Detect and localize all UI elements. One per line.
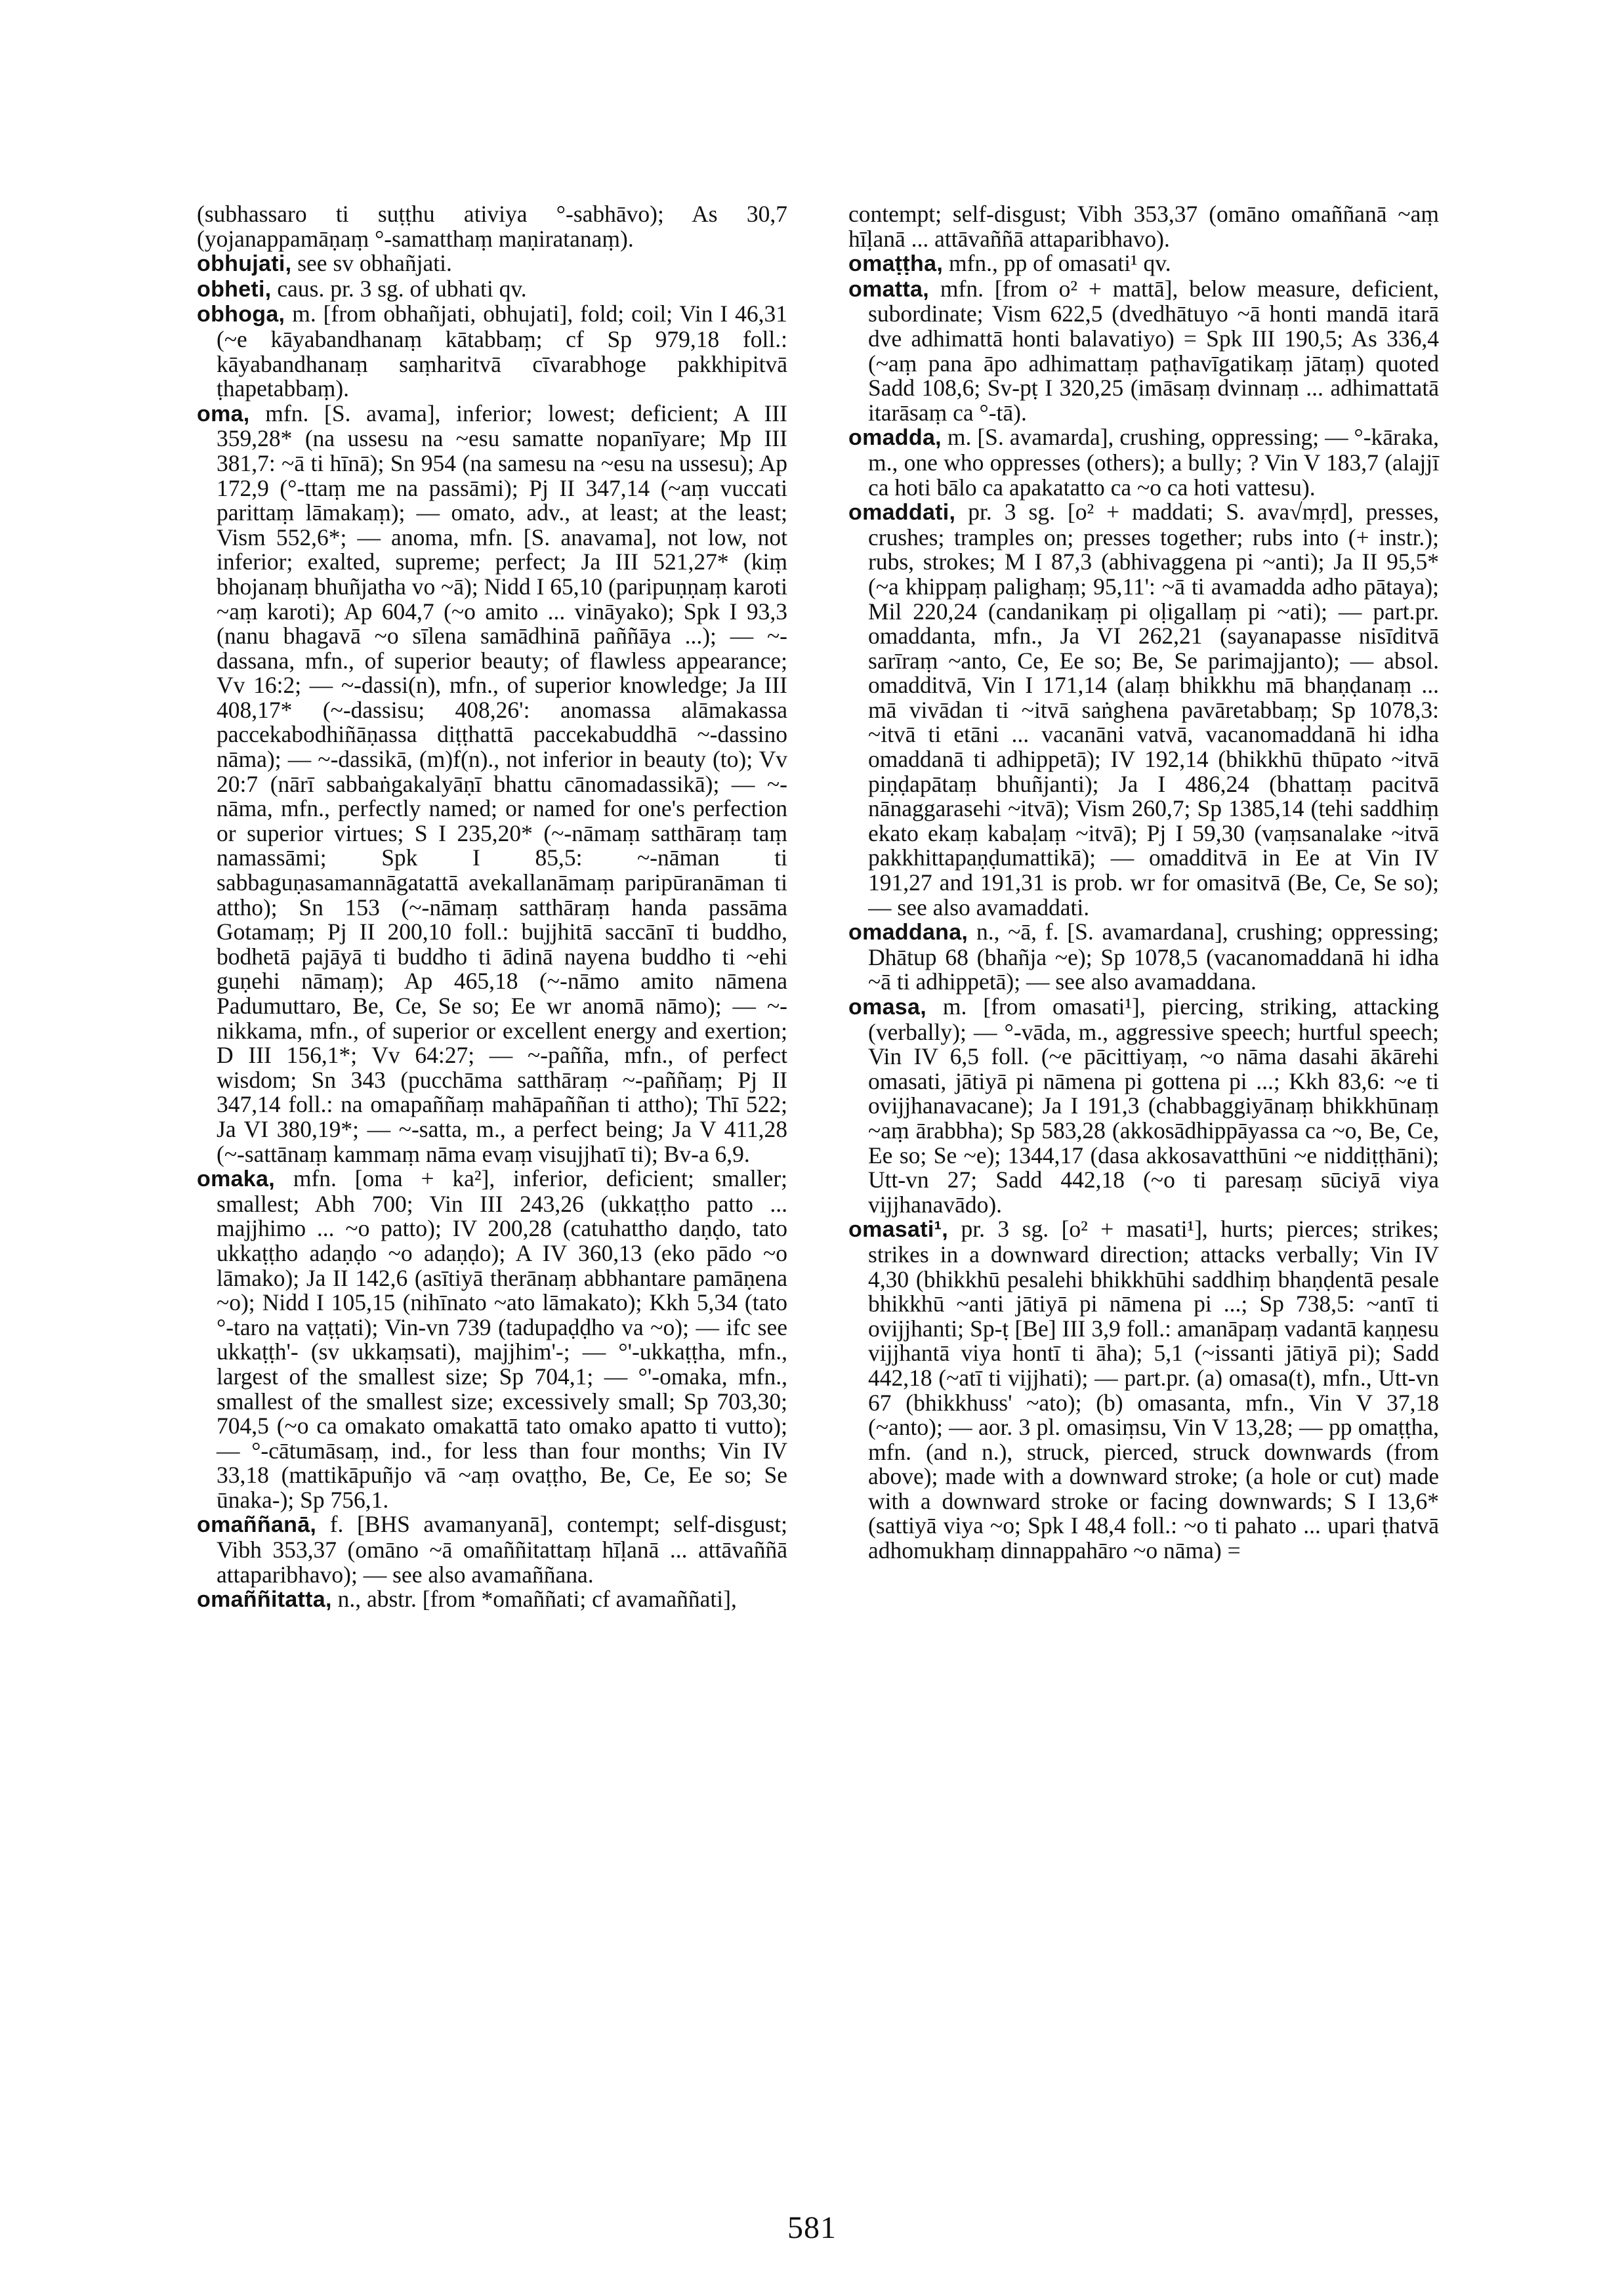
entry-text: (subhassaro ti suṭṭhu ativiya °-sabhāvo); As 30,7 (yojanappamāṇaṃ °-samatthaṃ maṇiratanaṃ). [197,201,787,252]
entry-text: caus. pr. 3 sg. of ubhati qv. [277,275,527,302]
entry-text: mfn. [S. avama], inferior; lowest; deficient; A III 359,28* (na ussesu na ~esu samatte nopanīyare; Mp III 381,7: ~ā ti hīnā); Sn 954 (na samesu na ~esu na ussesu); Ap 172,9 (°-ttaṃ me na passāmi); Pj II 347,14 (~aṃ vuccati parittaṃ lāmakaṃ); — omato, adv., at least; at the least; Vism 552,6*; — anoma, mfn. [S. anavama], not low, not inferior; exalted, supreme; perfect; Ja III 521,27* (kiṃ bhojanaṃ bhuñjatha vo ~ā); Nidd I 65,10 (paripuṇṇaṃ karoti ~aṃ karoti); Ap 604,7 (~o amito ... vināyako); Spk I 93,3 (nanu bhagavā ~o sīlena samādhinā paññāya ...); — ~-dassana, mfn., of superior beauty; of flawless appearance; Vv 16:2; — ~-dassi(n), mfn., of superior knowledge; Ja III 408,17* (~-dassisu; 408,26': anomassa alāmakassa paccekabodhiñāṇassa diṭṭhattā paccekabuddhā ~-dassino nāma); — ~-dassikā, (m)f(n)., not inferior in beauty (to); Vv 20:7 (nārī sabbaṅgakalyāṇī bhattu cānomadassikā); — ~-nāma, mfn., perfectly named; or named for one's perfection or superior virtues; S I 235,20* (~-nāmaṃ satthāraṃ taṃ namassāmi; Spk I 85,5: ~-nāman ti sabbaguṇasamannāgatattā avekallanāmaṃ paripūranāman ti attho); Sn 153 (~-nāmaṃ satthāraṃ handa passāma Gotamaṃ; Pj II 200,10 foll.: bujjhitā saccānī ti buddho, bodhetā pajāyā ti buddho ti ādinā nayena buddho ti ~ehi guṇehi nāmaṃ); Ap 465,18 (~-nāmo amito nāmena Padumuttaro, Be, Ce, Se so; Ee wr anomā nāmo); — ~-nikkama, mfn., of superior or excellent energy and exertion; D III 156,1*; Vv 64:27; — ~-pañña, mfn., of perfect wisdom; Sn 343 (pucchāma satthāraṃ ~-paññaṃ; Pj II 347,14 foll.: na omapaññaṃ mahāpaññan ti attho); Thī 522; Ja VI 380,19*; — ~-satta, m., a perfect being; Ja V 411,28 (~-sattānaṃ kammaṃ nāma evaṃ visujjhatī ti); Bv-a 6,9. [217,400,788,1167]
entry-headword: obheti, [197,276,272,302]
entry-headword: oma, [197,401,250,426]
entry-headword: omatta, [848,276,930,302]
dictionary-entry [848,995,1439,1217]
dictionary-entry [197,277,787,302]
dictionary-entry [197,1512,787,1587]
entry-text: mfn., pp of omasati¹ qv. [948,250,1171,277]
dictionary-entry [197,302,787,401]
entry-headword: omaññitatta, [197,1587,332,1613]
entry-headword: omaddana, [848,920,968,945]
dictionary-entry [197,251,787,277]
entry-text: n., ~ā, f. [S. avamardana], crushing; oppressing; Dhātup 68 (bhañja ~e); Sp 1078,5 (vacanomaddanā hi idha ~ā ti adhippetā); — see also avamaddana. [868,919,1439,995]
entry-headword: omasa, [848,995,927,1020]
entry-text: m. [from omasati¹], piercing, striking, attacking (verbally); — °-vāda, m., aggressive speech; hurtful speech; Vin IV 6,5 foll. (~e pācittiyaṃ, ~o nāma dasahi ākārehi omasati, jātiyā pi nāmena pi gottena pi ...; Kkh 83,6: ~e ti ovijjhanavacane); Ja I 191,3 (chabbaggiyānaṃ bhikkhūnaṃ ~aṃ ārabbha); Sp 583,28 (akkosādhippāyassa ca ~o, Be, Ce, Ee so; Se ~e); 1344,17 (dasa akkosavatthūni ~e niddiṭṭhāni); Utt-vn 27; Sadd 442,18 (~o ti paresaṃ sūciyā viya vijjhanavādo). [868,993,1439,1218]
dictionary-entry [848,202,1439,251]
dictionary-entry [848,920,1439,995]
entry-text: m. [S. avamarda], crushing, oppressing; — °-kāraka, m., one who oppresses (others); a bully; ? Vin V 183,7 (alajjī ca hoti bālo ca apakatatto ca ~o ca hoti vattesu). [868,424,1440,501]
dictionary-entry [197,1167,787,1512]
dictionary-entry [848,425,1439,500]
entry-text: n., abstr. [from *omaññati; cf avamaññati], [337,1586,737,1613]
entry-headword: omaññanā, [197,1512,317,1538]
left-column [197,202,787,1613]
entry-headword: omaka, [197,1167,275,1192]
entry-text: pr. 3 sg. [o² + masati¹], hurts; pierces; strikes; strikes in a downward direction; attacks verbally; Vin IV 4,30 (bhikkhū pesalehi bhikkhūhi saddhiṃ bhaṇḍentā pesale bhikkhū ~anti jātiyā pi nāmena pi ...; Sp 738,5: ~antī ti ovijjhanti; Sp-ṭ [Be] III 3,9 foll.: amanāpaṃ vadantā kaṇṇesu vijjhantā viya hontī ti āha); 5,1 (~issanti jātiyā pi); Sadd 442,18 (~atī ti vijjhati); — part.pr. (a) omasa(t), mfn., Utt-vn 67 (bhikkhuss' ~ato); (b) omasanta, mfn., Vin V 37,18 (~anto); — aor. 3 pl. omasiṃsu, Vin V 13,28; — pp omaṭṭha, mfn. (and n.), struck, pierced, struck downwards (from above); made with a downward stroke; (a hole or cut) made with a downward stroke or facing downwards; S I 13,6* (sattiyā viya ~o; Spk I 48,4 foll.: ~o ti pahato ... upari ṭhatvā adhomukhaṃ dinnappahāro ~o nāma) = [868,1216,1440,1564]
entry-text: mfn. [oma + ka²], inferior, deficient; smaller; smallest; Abh 700; Vin III 243,26 (ukkaṭṭho patto ... majjhimo ... ~o patto); IV 200,28 (catuhattho daṇḍo, tato ukkaṭṭho adaṇḍo ~o adaṇḍo); A IV 360,13 (eko pādo ~o lāmako); Ja II 142,6 (asītiyā therānaṃ abbhantare pamāṇena ~o); Nidd I 105,15 (nihīnato ~ato lāmakato); Kkh 5,34 (tato °-taro na vaṭṭati); Vin-vn 739 (tadupaḍḍho va ~o); — ifc see ukkaṭṭh'- (sv ukkaṃsati), majjhim'-; — °'-ukkaṭṭha, mfn., largest of the smallest size; Sp 704,1; — °'-omaka, mfn., smallest of the smallest size; excessively small; Sp 703,30; 704,5 (~o ca omakato omakattā tato omako apatto ti vutto); — °-cātumāsaṃ, ind., for less than four months; Vin IV 33,18 (mattikāpuñjo vā ~aṃ ovaṭṭho, Be, Ce, Ee so; Se ūnaka-); Sp 756,1. [217,1165,788,1513]
page-number: 581 [787,2210,837,2245]
dictionary-entry [848,500,1439,920]
dictionary-entry [197,402,787,1167]
entry-text: f. [BHS avamanyanā], contempt; self-disgust; Vibh 353,37 (omāno ~ā omaññitattaṃ hīḷanā ... attāvaññā attaparibhavo); — see also avamaññana. [217,1511,788,1588]
right-column [848,202,1439,1563]
entry-headword: omadda, [848,425,942,451]
entry-text: see sv obhañjati. [297,250,452,277]
entry-headword: obhujati, [197,251,292,277]
dictionary-entry [197,1587,787,1613]
entry-headword: omaṭṭha, [848,251,944,277]
dictionary-entry [848,1217,1439,1563]
entry-headword: omasati¹, [848,1217,948,1243]
entry-text: pr. 3 sg. [o² + maddati; S. ava√mṛd], presses, crushes; tramples on; presses together; rubs into (+ instr.); rubs, strokes; M I 87,3 (abhivaggena pi ~anti); Ja II 95,5* (~a khippaṃ palighaṃ; 95,11': ~ā ti avamadda adho pātaya); Mil 220,24 (candanikaṃ pi oḷigallaṃ pi ~ati); — part.pr. omaddanta, mfn., Ja VI 262,21 (sayanapasse nisīditvā sarīraṃ ~anto, Ce, Ee so; Be, Se parimajjanto); — absol. omadditvā, Vin I 171,14 (alaṃ bhikkhu mā bhaṇḍanaṃ ... mā vivādan ti ~itvā saṅghena pavāretabbaṃ; Sp 1078,3: ~itvā ti etāni ... vacanāni vatvā, vacanomaddanā hi idha omaddanā ti adhippetā); IV 192,14 (bhikkhū thūpato ~itvā piṇḍapātaṃ bhuñjanti); Ja I 486,24 (bhattaṃ pacitvā nānaggarasehi ~itvā); Vism 260,7; Sp 1385,14 (tehi saddhiṃ ekato ekaṃ kabaḷaṃ ~itvā); Pj I 59,30 (vaṃsanalake ~itvā pakkhittapaṇḍumattikā); — omadditvā in Ee at Vin IV 191,27 and 191,31 is prob. wr for omasitvā (Be, Ce, Se so); — see also avamaddati. [868,499,1440,920]
dictionary-entry [848,251,1439,277]
entry-headword: omaddati, [848,500,956,526]
entry-headword: obhoga, [197,302,285,327]
entry-text: mfn. [from o² + mattā], below measure, deficient, subordinate; Vism 622,5 (dvedhātuyo ~ā honti mandā itarā dve adhimattā honti balavatiyo) = Spk III 190,5; As 336,4 (~aṃ pana āpo adhimattaṃ paṭhavīgatikaṃ jātaṃ) quoted Sadd 108,6; Sv-pṭ I 320,25 (imāsaṃ dvinnaṃ ... adhimattatā itarāsaṃ ca °-tā). [868,275,1440,426]
entry-text: m. [from obhañjati, obhujati], fold; coil; Vin I 46,31 (~e kāyabandhanaṃ kātabbaṃ; cf Sp 979,18 foll.: kāyabandhanaṃ saṃharitvā cīvarabhoge pakkhipitvā ṭhapetabbaṃ). [217,300,788,402]
dictionary-entry [197,202,787,251]
entry-text: contempt; self-disgust; Vibh 353,37 (omāno omaññanā ~aṃ hīḷanā ... attāvaññā attaparibhavo). [848,201,1439,252]
dictionary-entry [848,277,1439,426]
